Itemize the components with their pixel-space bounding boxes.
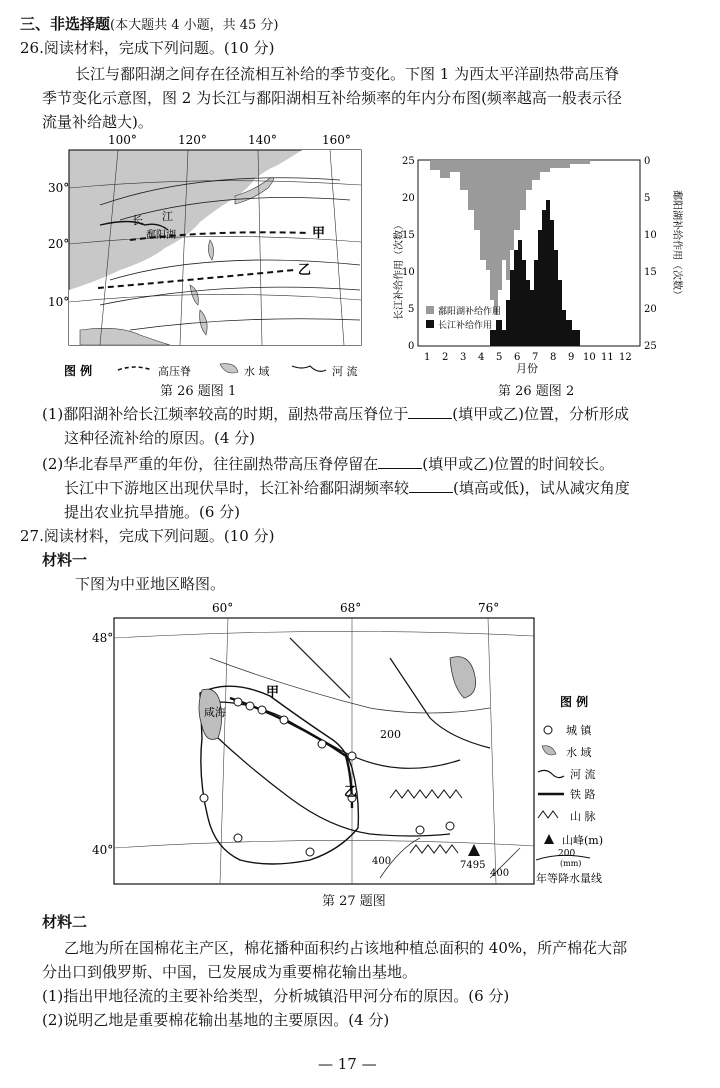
q26-intro-line3: 流量补给越大)。 bbox=[42, 113, 153, 131]
q27-material2-line1: 乙地为所在国棉花主产区，棉花播种面积约占该地种植总面积的 40%，所产棉花大部 bbox=[64, 939, 628, 957]
fig1-lon-140: 140° bbox=[248, 133, 277, 147]
map-legend-mtn-sym bbox=[538, 811, 558, 818]
map-legend-mtn: 山 脉 bbox=[570, 810, 596, 823]
svg-text:10: 10 bbox=[402, 267, 415, 278]
fig1-legend-title: 图 例 bbox=[64, 364, 93, 378]
map-legend-water: 水 域 bbox=[566, 746, 592, 759]
q26-intro-line2: 季节变化示意图，图 2 为长江与鄱阳湖相互补给频率的年内分布图(频率越高一般表示径 bbox=[42, 89, 622, 107]
fig2-right-label: 鄱阳湖补给作用（次数） bbox=[671, 190, 682, 300]
svg-text:12: 12 bbox=[619, 352, 632, 363]
fig1-legend-water-sym bbox=[220, 364, 238, 373]
map-lat-48: 48° bbox=[92, 631, 114, 645]
fig1-lon-100: 100° bbox=[108, 133, 137, 147]
fig2-caption: 第 26 题图 2 bbox=[498, 384, 575, 399]
section-title: 三、非选择题 bbox=[20, 15, 111, 33]
map-lon-68: 68° bbox=[340, 601, 362, 615]
q26-sub2-part-b: (填甲或乙)位置的时间较长。 bbox=[422, 455, 614, 473]
map-legend-rail: 铁 路 bbox=[570, 788, 596, 801]
map-legend-town-sym bbox=[544, 726, 552, 734]
map-legend-town: 城 镇 bbox=[566, 724, 592, 737]
map-caption: 第 27 题图 bbox=[322, 894, 386, 909]
svg-text:10: 10 bbox=[644, 230, 657, 241]
q26-sub2-line3: 提出农业抗旱措施。(6 分) bbox=[64, 503, 241, 521]
svg-text:5: 5 bbox=[408, 304, 415, 315]
map-legend-peak: 山峰(m) bbox=[562, 834, 604, 847]
page-number: — 17 — bbox=[318, 1055, 377, 1073]
fig1-legend-water: 水 域 bbox=[244, 365, 270, 378]
q27-material2-label: 材料二 bbox=[42, 913, 88, 931]
svg-text:0: 0 bbox=[408, 341, 415, 352]
fig2-left-label: 长江补给作用（次数） bbox=[394, 220, 405, 320]
map-label-yi: 乙 bbox=[344, 785, 358, 800]
fig1-label-yi: 乙 bbox=[298, 263, 312, 278]
q26-sub2-part-a: (2)华北春旱严重的年份，往往副热带高压脊停留在 bbox=[42, 455, 379, 473]
map-legend-river-sym bbox=[538, 770, 564, 777]
svg-text:2: 2 bbox=[442, 352, 449, 363]
svg-text:0: 0 bbox=[644, 156, 651, 167]
fig1-lon-120: 120° bbox=[178, 133, 207, 147]
svg-text:10: 10 bbox=[583, 352, 596, 363]
q26-sub1-line1 bbox=[42, 404, 629, 424]
q27-map bbox=[90, 598, 650, 898]
fig2-xlabel: 月份 bbox=[516, 362, 538, 375]
fig1-legend-ridge-sym bbox=[118, 367, 152, 370]
map-legend-title: 图 例 bbox=[560, 695, 589, 709]
svg-text:1: 1 bbox=[424, 352, 431, 363]
fig2-legend-poyang: 鄱阳湖补给作用 bbox=[438, 307, 502, 317]
svg-text:20: 20 bbox=[644, 304, 657, 315]
section-heading bbox=[20, 14, 279, 36]
q27-sub2: (2)说明乙地是重要棉花输出基地的主要原因。(4 分) bbox=[42, 1011, 390, 1029]
map-iso-400b: 400 bbox=[490, 868, 510, 879]
q26-figure1 bbox=[40, 130, 380, 385]
fig1-label-jiang: 江 bbox=[162, 210, 173, 223]
q26-sub1-line2: 这种径流补给的原因。(4 分) bbox=[64, 429, 256, 447]
map-lon-76: 76° bbox=[478, 601, 500, 615]
svg-text:5: 5 bbox=[496, 352, 503, 363]
svg-text:9: 9 bbox=[568, 352, 575, 363]
q26-sub1-part-b: (填甲或乙)位置，分析形成 bbox=[452, 405, 629, 423]
q27-material2-line2: 分出口到俄罗斯、中国，已发展成为重要棉花输出基地。 bbox=[42, 963, 418, 981]
fig1-label-jia: 甲 bbox=[312, 226, 326, 241]
answer-blank[interactable] bbox=[408, 404, 452, 419]
q26-title: 26.阅读材料，完成下列问题。(10 分) bbox=[20, 39, 275, 57]
svg-text:6: 6 bbox=[514, 352, 521, 363]
svg-text:20: 20 bbox=[402, 193, 415, 204]
fig1-label-poyang: 鄱阳湖 bbox=[146, 230, 176, 241]
map-legend-peak-sym bbox=[544, 834, 554, 844]
map-label-sea: 咸海 bbox=[204, 706, 226, 719]
answer-blank[interactable] bbox=[378, 454, 422, 469]
q26-sub1-part-a: (1)鄱阳湖补给长江频率较高的时期，副热带高压脊位于 bbox=[42, 405, 409, 423]
map-iso-200: 200 bbox=[380, 728, 401, 741]
section-note: (本大题共 4 小题，共 45 分) bbox=[110, 18, 279, 33]
answer-blank[interactable] bbox=[409, 478, 453, 493]
q26-sub2-line2 bbox=[64, 478, 630, 498]
map-label-jia: 甲 bbox=[266, 685, 280, 700]
fig1-lat-10: 10° bbox=[48, 295, 70, 309]
svg-text:7: 7 bbox=[532, 352, 539, 363]
svg-text:4: 4 bbox=[478, 352, 485, 363]
map-frame bbox=[114, 618, 534, 884]
fig1-lon-160: 160° bbox=[322, 133, 351, 147]
map-lon-60: 60° bbox=[212, 601, 234, 615]
q27-title: 27.阅读材料，完成下列问题。(10 分) bbox=[20, 527, 275, 545]
svg-text:25: 25 bbox=[402, 156, 415, 167]
svg-text:8: 8 bbox=[550, 352, 557, 363]
fig1-label-chang: 长 bbox=[132, 214, 143, 227]
q26-sub2-part-c: 长江中下游地区出现伏旱时，长江补给鄱阳湖频率较 bbox=[64, 479, 410, 497]
q26-intro-line1: 长江与鄱阳湖之间存在径流相互补给的季节变化。下图 1 为西太平洋副热带高压脊 bbox=[75, 65, 620, 83]
q26-sub2-part-d: (填高或低)，试从减灾角度 bbox=[453, 479, 630, 497]
fig1-lat-30: 30° bbox=[48, 181, 70, 195]
map-label-peak: 7495 bbox=[460, 860, 486, 871]
svg-text:15: 15 bbox=[402, 230, 415, 241]
q26-figure2 bbox=[390, 150, 690, 375]
map-legend-iso-val: 200 bbox=[558, 849, 576, 859]
q26-sub2-line1 bbox=[42, 454, 614, 474]
fig1-lat-20: 20° bbox=[48, 237, 70, 251]
fig2-right-ticks bbox=[644, 156, 657, 352]
fig1-caption: 第 26 题图 1 bbox=[160, 384, 237, 399]
fig2-legend-changjiang: 长江补给作用 bbox=[438, 321, 493, 331]
map-legend-iso-unit: (mm) bbox=[560, 859, 582, 868]
fig1-legend-river-sym bbox=[292, 366, 326, 371]
svg-text:25: 25 bbox=[644, 341, 657, 352]
fig1-legend-river: 河 流 bbox=[332, 365, 358, 378]
map-legend-iso: 年等降水量线 bbox=[536, 872, 602, 885]
svg-text:15: 15 bbox=[644, 267, 657, 278]
svg-text:3: 3 bbox=[460, 352, 467, 363]
q27-sub1: (1)指出甲地径流的主要补给类型，分析城镇沿甲河分布的原因。(6 分) bbox=[42, 987, 510, 1005]
svg-text:11: 11 bbox=[601, 352, 614, 363]
fig2-legend-gray-sym bbox=[426, 306, 434, 314]
q27-material1-text: 下图为中亚地区略图。 bbox=[75, 575, 226, 593]
map-legend-river: 河 流 bbox=[570, 768, 596, 781]
map-iso-400a: 400 bbox=[372, 856, 392, 867]
svg-text:5: 5 bbox=[644, 193, 651, 204]
q27-material1-label: 材料一 bbox=[42, 551, 88, 569]
fig2-legend-black-sym bbox=[426, 320, 434, 328]
map-legend-water-sym bbox=[542, 746, 556, 755]
fig1-legend-ridge: 高压脊 bbox=[158, 365, 191, 378]
map-lat-40: 40° bbox=[92, 843, 114, 857]
